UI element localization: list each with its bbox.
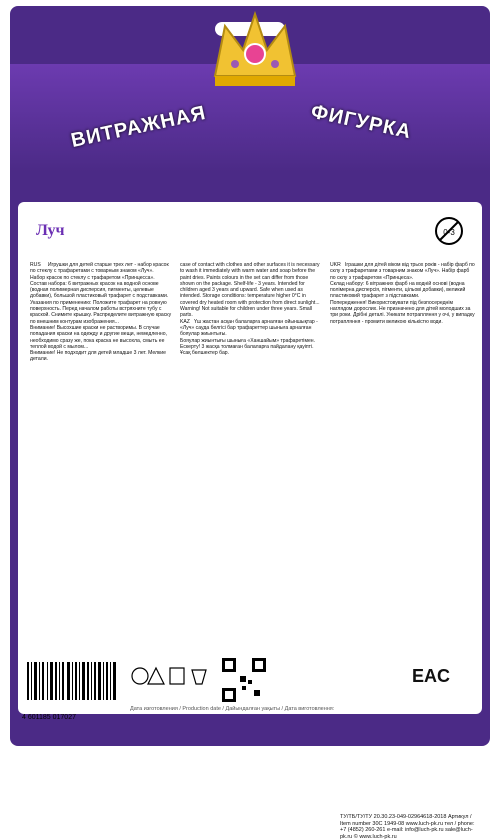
age-warning-icon [434, 216, 464, 246]
title-left: ВИТРАЖНАЯ [69, 101, 209, 153]
barcode-image [22, 658, 122, 708]
svg-text:0-3: 0-3 [443, 228, 455, 237]
production-date-label: Дата изготовления / Production date / Дайындалған уақыты / Дата виготовлення: [130, 706, 335, 712]
text-column-ukr: UKR Іграшки для дітей віком від трьох років - набір фарб по склу з трафаретами з товарним знаком «Луч». Набір фарб по склу з трафаретом «Принцеса». Склад набору: 6 вітражних фарб на водній основі (водна полімерна дисперсія, пігменти, цільові добавки), великий пластиковий трафарет з підставками. Попередження! Використовувати під безпосереднім наглядом дорослих. Не призначено для дітей молодших за три роки. Дрібні деталі. Уникати потрапляння у очі, у випадку потрапляння - промити великою кількістю води. [330, 262, 475, 325]
product-card [10, 6, 490, 840]
title-right: ФИГУРКА [308, 100, 414, 144]
crown-icon [205, 6, 305, 98]
contacts-block: ТУ/ТБ/ТУ/ТУ 20.30.23-049-02964618-2018 Артикул / Item number 30С 1949-08 www.luch-pk.ru тел / phone: +7 (4852) 260-261 e-mail: info@luch-pk.ru sale@luch-pk.ru © www.luch-pk.ru [340, 814, 475, 840]
qr-code-image [220, 656, 268, 704]
recycling-icons [130, 658, 218, 698]
text-column-rus: RUS Игрушки для детей старше трех лет - набор красок по стеклу с трафаретами с товарным знаком «Луч». Набор красок по стеклу с трафаретом «Принцесса». Состав набора: 6 витражных красок на водной основе (водная полимерная дисперсия, пигменты, целевые добавки), большой пластиковый трафарет с подставками. Указания по применению: Положите трафарет на ровную поверхность. Перед началом работы встряхните тубу с краской. Снимите крышку. Распределите витражную краску по внешним контурам изображения... Внимание! Высохшие краски не растворимы. В случае попадания краски на одежду и другие вещи, немедленно, необходимо сразу же, пока краска не высохла, смыть ее теплой водой с мылом... Внимание! Не подходит для детей младше 3 лет. Мелкие детали. [30, 262, 172, 363]
brand-logo: Луч [36, 222, 65, 239]
eac-mark: EAC [412, 666, 451, 686]
text-column-eng-kaz: case of contact with clothes and other surfaces it is necessary to wash it immediately with warm water and soap before the paint dries. Paints colours in the set can differ from those shown on the package. Shelf-life - 3 years. Intended for children aged 3 years and upward. Safe when used as intended. Storage conditions: temperature higher 0°C in covered dry heated room with protection from direct sunlight... Warning! Not suitable for children under three years. Small parts. KAZ Үш жастан асқан балаларға арналған ойыншықтар - «Луч» сауда белгісі бар трафареттер шыныға арналған бояулар жиынтығы. Бояулар жиынтығы шыныға «Ханшайым» трафаретімен. Ескерту! 3 жасқа толмаған балаларға пайдалану қауіпті. Ұсақ бөлшектер бар. [180, 262, 320, 357]
barcode-number: 4 601185 017027 [22, 714, 76, 721]
